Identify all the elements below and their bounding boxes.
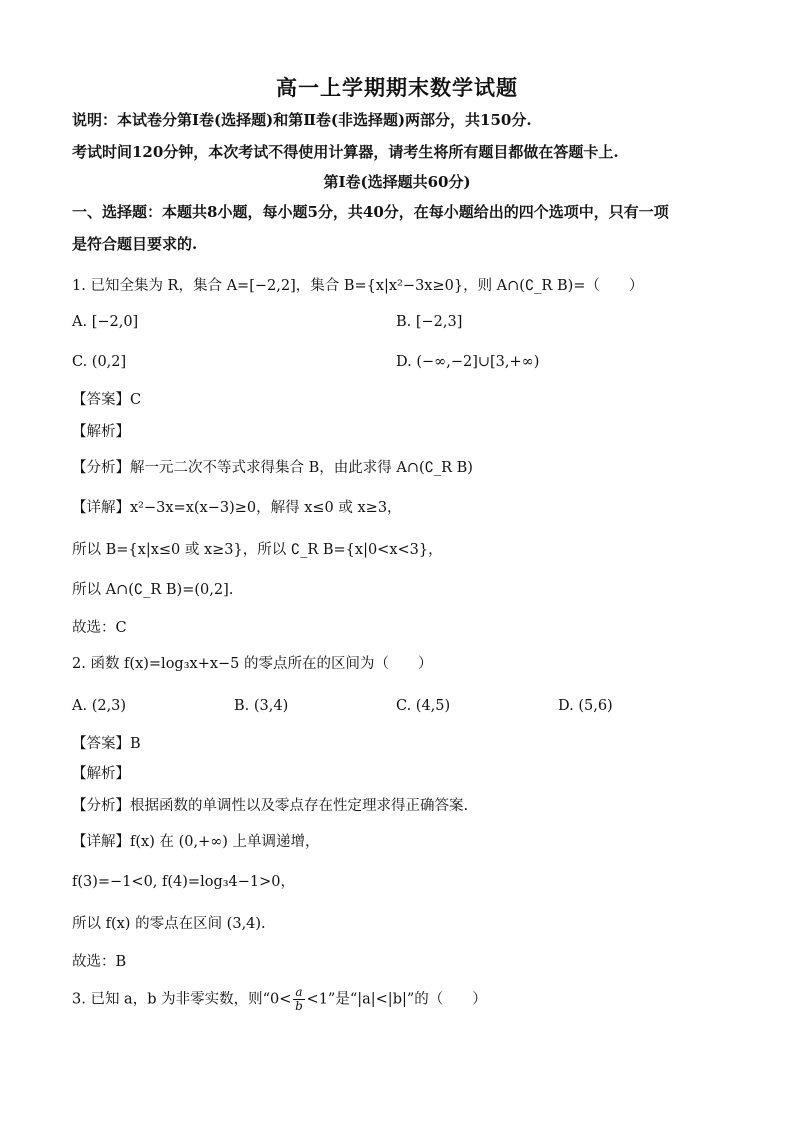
- q3-fraction-denominator: b: [295, 999, 303, 1013]
- section-title: 第Ⅰ卷(选择题共60分): [323, 173, 471, 191]
- q2-answer: 【答案】B: [72, 736, 141, 752]
- q2-jiexi-label: 【解析】: [72, 766, 130, 782]
- instruction-line-2: 是符合题目要求的.: [72, 235, 198, 253]
- q1-option-c: C. (0,2]: [72, 354, 127, 370]
- q1-analysis: 【分析】解一元二次不等式求得集合 B，由此求得 A∩(∁_R B): [72, 460, 473, 476]
- q3-fraction: [293, 986, 304, 1013]
- q1-detail: 【详解】x²−3x=x(x−3)≥0，解得 x≤0 或 x≥3，: [72, 500, 402, 516]
- q1-step-1: 所以 B={x|x≤0 或 x≥3}，所以 ∁_R B={x|0<x<3}，: [72, 542, 443, 558]
- q2-option-d: D. (5,6): [558, 698, 613, 714]
- q1-option-a: A. [−2,0]: [72, 314, 139, 330]
- q2-choice: 故选：B: [72, 954, 127, 970]
- q1-answer: 【答案】C: [72, 392, 142, 408]
- q1-option-b: B. [−2,3]: [396, 314, 463, 330]
- q1-choice: 故选：C: [72, 620, 127, 636]
- q3-fraction-numerator: a: [295, 985, 303, 999]
- q3-stem-part-a: 3. 已知 a，b 为非零实数，则“0<: [72, 991, 292, 1008]
- question-2-stem: 2. 函数 f(x)=log₃x+x−5 的零点所在的区间为（ ）: [72, 656, 433, 672]
- instruction-line-1: 一、选择题：本题共8小题，每小题5分，共40分，在每小题给出的四个选项中，只有一项: [72, 203, 669, 221]
- page-title: 高一上学期期末数学试题: [276, 75, 518, 100]
- q2-step-1: f(3)=−1<0, f(4)=log₃4−1>0，: [72, 874, 296, 890]
- q2-analysis: 【分析】根据函数的单调性以及零点存在性定理求得正确答案.: [72, 798, 469, 814]
- q1-option-d: D. (−∞,−2]∪[3,+∞): [396, 354, 540, 370]
- question-3-stem: [72, 986, 487, 1013]
- q2-option-a: A. (2,3): [72, 698, 127, 714]
- q2-detail: 【详解】f(x) 在 (0,+∞) 上单调递增，: [72, 834, 320, 850]
- q2-option-c: C. (4,5): [396, 698, 451, 714]
- exam-note-2: 考试时间120分钟，本次考试不得使用计算器，请考生将所有题目都做在答题卡上.: [72, 143, 619, 161]
- q2-step-2: 所以 f(x) 的零点在区间 (3,4).: [72, 916, 266, 932]
- q2-option-b: B. (3,4): [234, 698, 289, 714]
- q1-jiexi-label: 【解析】: [72, 424, 130, 440]
- q3-stem-part-b: <1”是“|a|<|b|”的（ ）: [306, 991, 487, 1008]
- question-1-stem: 1. 已知全集为 R，集合 A=[−2,2]，集合 B={x|x²−3x≥0}，则 A∩(∁_R B)=（ ）: [72, 278, 644, 294]
- exam-note-1: 说明：本试卷分第Ⅰ卷(选择题)和第Ⅱ卷(非选择题)两部分，共150分.: [72, 111, 532, 129]
- q1-step-2: 所以 A∩(∁_R B)=(0,2].: [72, 582, 234, 598]
